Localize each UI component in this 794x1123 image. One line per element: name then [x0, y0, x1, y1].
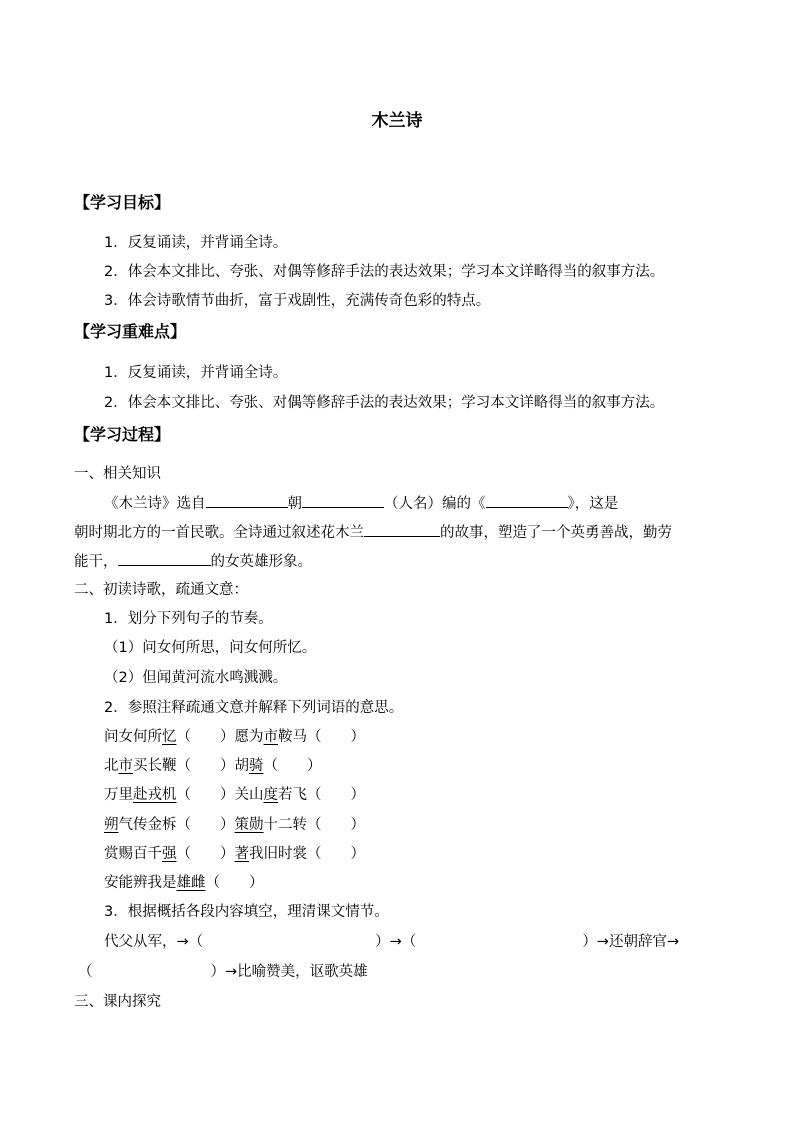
goal-item-1: 1．反复诵读，并背诵全诗。 — [104, 235, 288, 251]
question-2: 2．参照注释疏通文意并解释下列词语的意思。 — [104, 700, 404, 716]
section-1-heading: 一、相关知识 — [74, 466, 161, 482]
goals-heading: 【学习目标】 — [74, 193, 171, 212]
vocab-row-2: 北市买长鞭（ ）胡骑（ ） — [104, 758, 322, 774]
section-2-heading: 二、初读诗歌，疏通文意： — [74, 582, 248, 598]
goal-item-3: 3．体会诗歌情节曲折，富于戏剧性，充满传奇色彩的特点。 — [104, 293, 491, 309]
vocab-row-3: 万里赴戎机（ ）关山度若飞（ ） — [104, 787, 365, 803]
page-title: 木兰诗 — [371, 111, 423, 131]
vocab-row-5: 赏赐百千强（ ）著我旧时裳（ ） — [104, 846, 365, 862]
vocab-row-4: 朔气传金柝（ ）策勋十二转（ ） — [104, 817, 365, 833]
section-3-heading: 三、课内探究 — [74, 994, 161, 1010]
blank-editor[interactable] — [302, 493, 384, 508]
blank-story[interactable] — [364, 522, 440, 537]
knowledge-line-2: 朝时期北方的一首民歌。全诗通过叙述花木兰 的故事，塑造了一个英勇善战，勤劳 — [74, 522, 672, 543]
blank-source[interactable] — [206, 493, 288, 508]
vocab-row-1: 问女何所忆（ ）愿为市鞍马（ ） — [104, 729, 365, 745]
goal-item-2: 2．体会本文排比、夸张、对偶等修辞手法的表达效果；学习本文详略得当的叙事方法。 — [104, 264, 665, 280]
blank-trait[interactable] — [118, 551, 211, 566]
keys-heading: 【学习重难点】 — [74, 322, 187, 341]
question-1-item-2: （2）但闻黄河流水鸣溅溅。 — [104, 670, 288, 686]
knowledge-line-3: 能干， 的女英雄形象。 — [74, 551, 312, 572]
knowledge-line-1: 《木兰诗》选自 朝 （人名）编的《 》，这是 — [104, 493, 618, 514]
key-item-1: 1．反复诵读，并背诵全诗。 — [104, 365, 288, 381]
question-1-item-1: （1）问女何所思，问女何所忆。 — [104, 640, 317, 656]
key-item-2: 2．体会本文排比、夸张、对偶等修辞手法的表达效果；学习本文详略得当的叙事方法。 — [104, 395, 665, 411]
plot-line-2: （ ）→比喻赞美，讴歌英雄 — [78, 964, 368, 980]
plot-line-1: 代父从军，→（ ）→（ ）→还朝辞官→ — [104, 934, 680, 950]
process-heading: 【学习过程】 — [74, 425, 171, 444]
question-1: 1．划分下列句子的节奏。 — [104, 611, 273, 627]
vocab-row-6: 安能辨我是雄雌（ ） — [104, 875, 264, 891]
blank-book[interactable] — [486, 493, 568, 508]
question-3: 3．根据概括各段内容填空，理清课文情节。 — [104, 904, 389, 920]
